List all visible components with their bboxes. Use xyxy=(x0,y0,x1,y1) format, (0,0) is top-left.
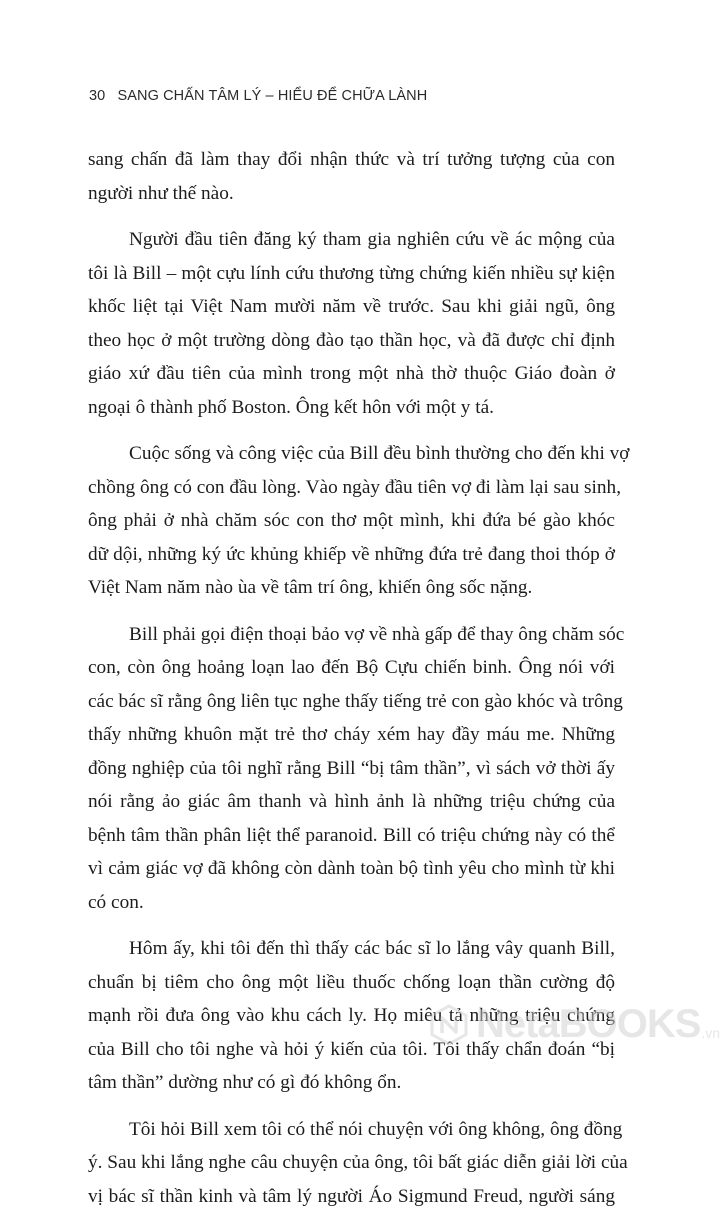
text-line: thấy những khuôn mặt trẻ thơ cháy xém hay đầy máu me. Những xyxy=(88,718,615,752)
watermark-suffix: .vn xyxy=(701,1025,720,1041)
text-line: con, còn ông hoảng loạn lao đến Bộ Cựu chiến binh. Ông nói với xyxy=(88,651,615,685)
text-line: người như thế nào. xyxy=(88,177,615,211)
text-line: Cuộc sống và công việc của Bill đều bình thường cho đến khi vợ xyxy=(88,437,615,471)
text-line: Người đầu tiên đăng ký tham gia nghiên cứu về ác mộng của xyxy=(88,223,615,257)
neta-logo-icon xyxy=(428,1004,470,1046)
text-line: Hôm ấy, khi tôi đến thì thấy các bác sĩ lo lắng vây quanh Bill, xyxy=(88,932,615,966)
text-line: có con. xyxy=(88,886,615,920)
text-line: ngoại ô thành phố Boston. Ông kết hôn với một y tá. xyxy=(88,391,615,425)
text-line: mạnh rồi đưa ông vào khu cách ly. Họ miêu tả những triệu chứng xyxy=(88,999,615,1033)
text-line: tôi là Bill – một cựu lính cứu thương từng chứng kiến nhiều sự kiện xyxy=(88,257,615,291)
text-line: Tôi hỏi Bill xem tôi có thể nói chuyện với ông không, ông đồng xyxy=(88,1113,615,1147)
text-line: tâm thần” dường như có gì đó không ổn. xyxy=(88,1066,615,1100)
text-line: các bác sĩ rằng ông liên tục nghe thấy tiếng trẻ con gào khóc và trông xyxy=(88,685,615,719)
watermark-brand: NetaBOOKS xyxy=(476,1002,700,1047)
text-line: bệnh tâm thần phân liệt thể paranoid. Bill có triệu chứng này có thể xyxy=(88,819,615,853)
text-line: sang chấn đã làm thay đổi nhận thức và trí tưởng tượng của con xyxy=(88,143,615,177)
text-line: ông phải ở nhà chăm sóc con thơ một mình, khi đứa bé gào khóc xyxy=(88,504,615,538)
text-line: ý. Sau khi lắng nghe câu chuyện của ông, tôi bất giác diễn giải lời của xyxy=(88,1146,615,1180)
text-line: Việt Nam năm nào ùa về tâm trí ông, khiến ông sốc nặng. xyxy=(88,571,615,605)
text-line: khốc liệt tại Việt Nam mười năm về trước. Sau khi giải ngũ, ông xyxy=(88,290,615,324)
text-line: đồng nghiệp của tôi nghĩ rằng Bill “bị tâm thần”, vì sách vở thời ấy xyxy=(88,752,615,786)
text-line: vì cảm giác vợ đã không còn dành toàn bộ tình yêu cho mình từ khi xyxy=(88,852,615,886)
page-number: 30 xyxy=(89,88,105,104)
watermark xyxy=(428,1002,720,1047)
text-line: Bill phải gọi điện thoại bảo vợ về nhà gấp để thay ông chăm sóc xyxy=(88,618,615,652)
text-line: chuẩn bị tiêm cho ông một liều thuốc chống loạn thần cường độ xyxy=(88,966,615,1000)
text-line: chồng ông có con đầu lòng. Vào ngày đầu tiên vợ đi làm lại sau sinh, xyxy=(88,471,615,505)
running-header xyxy=(89,88,427,104)
body-text xyxy=(88,143,615,1213)
text-line: giáo xứ đầu tiên của mình trong một nhà thờ thuộc Giáo đoàn ở xyxy=(88,357,615,391)
text-line: vị bác sĩ thần kinh và tâm lý người Áo Sigmund Freud, người sáng xyxy=(88,1180,615,1213)
paragraph xyxy=(88,143,615,210)
text-line: nói rằng ảo giác âm thanh và hình ảnh là những triệu chứng của xyxy=(88,785,615,819)
paragraph xyxy=(88,223,615,424)
paragraph xyxy=(88,618,615,920)
paragraph xyxy=(88,437,615,605)
text-line: theo học ở một trường dòng đào tạo thần học, và đã được chỉ định xyxy=(88,324,615,358)
running-title: SANG CHẤN TÂM LÝ – HIỂU ĐỂ CHỮA LÀNH xyxy=(117,88,427,104)
paragraph xyxy=(88,1113,615,1213)
text-line: của Bill cho tôi nghe và hỏi ý kiến của tôi. Tôi thấy chẩn đoán “bị xyxy=(88,1033,615,1067)
text-line: dữ dội, những ký ức khủng khiếp về những đứa trẻ đang thoi thóp ở xyxy=(88,538,615,572)
